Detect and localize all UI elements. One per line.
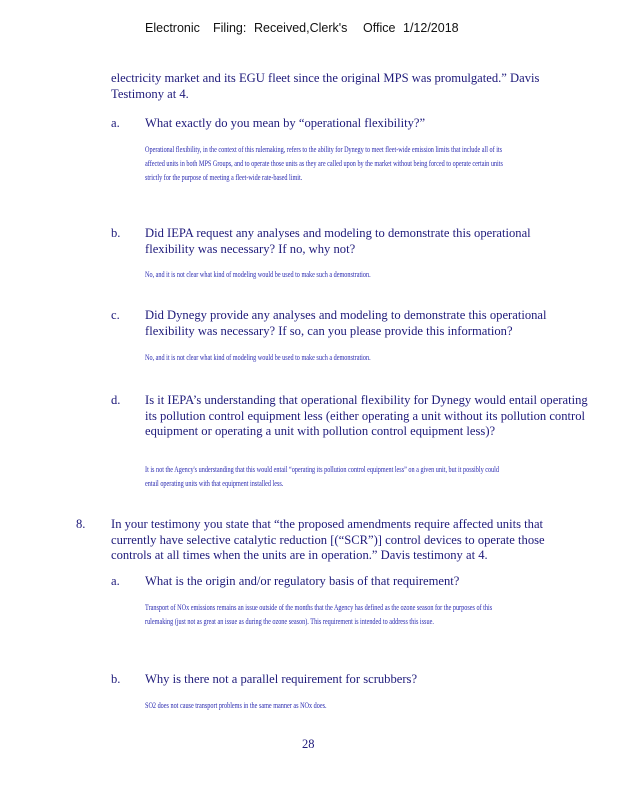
header-office: Office xyxy=(363,21,396,35)
answer-a: Operational flexibility, in the context of this rulemaking, refers to the ability for Dynegy to meet fleet-wide emission limits that include all of its affected units in both MPS Groups, and to operate those units as they are called upon by the market without being forced to operate certain units strictly for the purpose of meeting a fleet-wide rate-based limit. xyxy=(145,145,503,182)
question-d-text: Is it IEPA’s understanding that operational flexibility for Dynegy would entail operating its pollution control equipment less (either operating a unit without its pollution control equipment or operating a unit with pollution control equipment less)? xyxy=(145,393,588,438)
question-a-label: a. xyxy=(111,116,120,130)
header-date: 1/12/2018 xyxy=(403,21,459,35)
question-8b-text: Why is there not a parallel requirement for scrubbers? xyxy=(145,672,418,686)
intro-text: electricity market and its EGU fleet since the original MPS was promulgated.” Davis Testimony at 4. xyxy=(111,71,540,101)
question-d-label: d. xyxy=(111,393,121,407)
question-8a-text: What is the origin and/or regulatory basis of that requirement? xyxy=(145,574,460,588)
question-a-text: What exactly do you mean by “operational flexibility?” xyxy=(145,116,426,130)
header-electronic: Electronic xyxy=(145,21,200,35)
question-8-text: In your testimony you state that “the proposed amendments require affected units that currently have selective catalytic reduction [(“SCR”)] control devices to operate those controls at all times when the units are in operation.” Davis testimony at 4. xyxy=(111,517,545,562)
question-8-number: 8. xyxy=(76,517,86,531)
answer-d: It is not the Agency's understanding that this would entail “operating its pollution control equipment less” on a given unit, but it possibly could entail operating units with that equipment installed less. xyxy=(145,465,499,488)
header-received: Received,Clerk's xyxy=(254,21,348,35)
header-filing: Filing: xyxy=(213,21,247,35)
question-8b-label: b. xyxy=(111,672,121,686)
answer-8a: Transport of NOx emissions remains an issue outside of the months that the Agency has defined as the ozone season for the purposes of this rulemaking (just not as great an issue as during the ozone season). This requirement is intended to address this issue. xyxy=(145,603,493,626)
question-c-text: Did Dynegy provide any analyses and modeling to demonstrate this operational flexibility was necessary? If so, can you please provide this information? xyxy=(145,308,547,338)
answer-b: No, and it is not clear what kind of modeling would be used to make such a demonstration. xyxy=(145,270,371,279)
question-b-text: Did IEPA request any analyses and modeling to demonstrate this operational flexibility was necessary? If no, why not? xyxy=(145,226,531,256)
answer-8b: SO2 does not cause transport problems in the same manner as NOx does. xyxy=(145,701,327,710)
page-number: 28 xyxy=(302,737,315,751)
answer-c: No, and it is not clear what kind of modeling would be used to make such a demonstration. xyxy=(145,353,371,362)
question-b-label: b. xyxy=(111,226,121,240)
question-8a-label: a. xyxy=(111,574,120,588)
question-c-label: c. xyxy=(111,308,120,322)
